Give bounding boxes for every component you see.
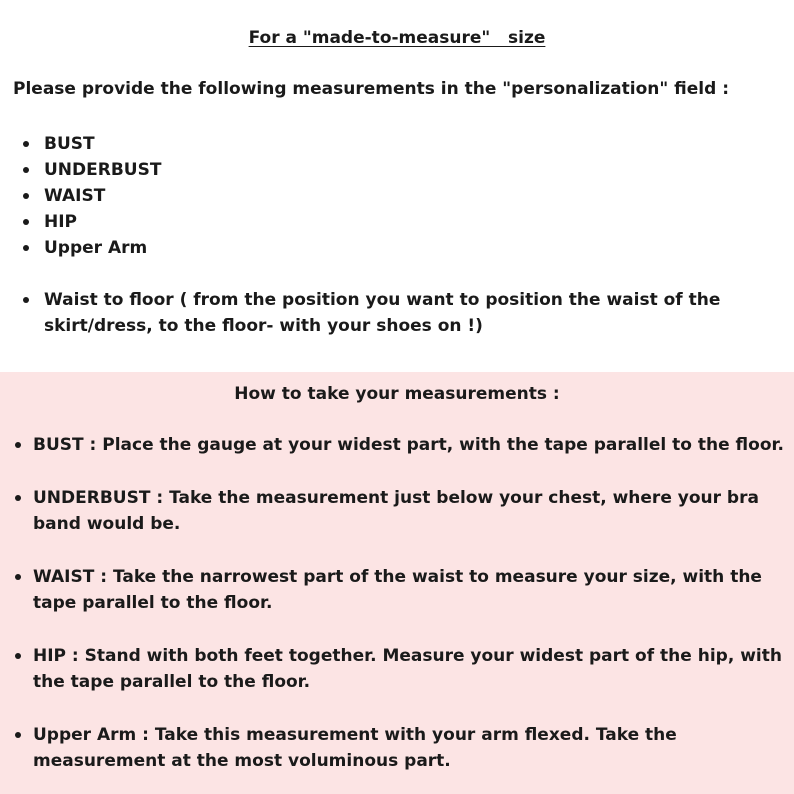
- list-item: HIP: [20, 209, 780, 235]
- list-item: UNDERBUST : Take the measurement just below your chest, where your bra band would be.: [14, 485, 790, 537]
- section-title: How to take your measurements :: [234, 384, 560, 404]
- list-item: WAIST : Take the narrowest part of the waist to measure your size, with the tape parallel to the floor.: [14, 564, 790, 616]
- how-to-section: [0, 372, 794, 794]
- list-item: Waist to floor ( from the position you want to position the waist of the skirt/dress, to the floor- with your shoes on !): [20, 287, 780, 339]
- list-item: Upper Arm: [20, 235, 780, 261]
- list-item: Upper Arm : Take this measurement with your arm flexed. Take the measurement at the most voluminous part.: [14, 722, 790, 774]
- list-item: UNDERBUST: [20, 157, 780, 183]
- page-title: For a "made-to-measure" size: [248, 28, 546, 48]
- list-item: WAIST: [20, 183, 780, 209]
- list-item: BUST: [20, 131, 780, 157]
- required-measurements-list: [20, 131, 780, 339]
- list-item: BUST : Place the gauge at your widest part, with the tape parallel to the floor.: [14, 432, 790, 458]
- instructions-list: [14, 432, 790, 794]
- intro-text: Please provide the following measurements in the "personalization" field :: [13, 79, 729, 99]
- list-item: HIP : Stand with both feet together. Measure your widest part of the hip, with the tape parallel to the floor.: [14, 643, 790, 695]
